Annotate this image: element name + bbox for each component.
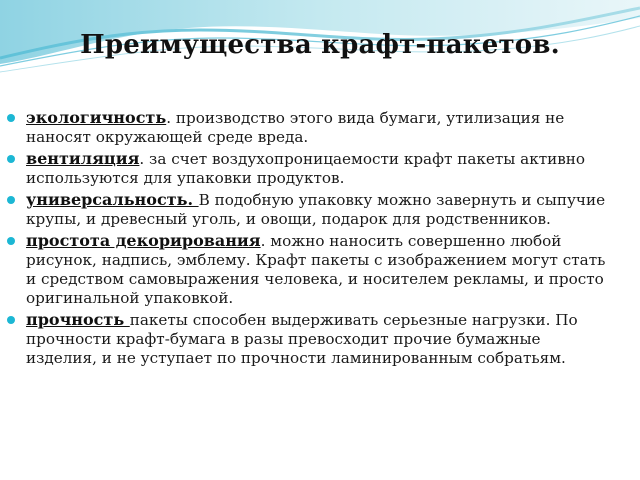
item-text: . можно наносить совершенно любой рисунок, надпись, эмблему. Крафт пакеты с изображением могут стать и средством самовыражения человека, и носителем рекламы, и просто оригинальной упаковкой. [26,232,606,307]
bullet-icon [7,237,15,245]
item-term: вентиляция [26,149,140,168]
list-item-universality [0,190,640,229]
list-item-ventilation [0,149,640,188]
advantages-list [0,108,640,370]
slide-title: Преимущества крафт-пакетов. [80,30,560,60]
list-item-decoration [0,231,640,308]
bullet-icon [7,196,15,204]
bullet-icon [7,155,15,163]
item-text: В подобную упаковку можно завернуть и сыпучие крупы, и древесный уголь, и овощи, подарок для родственников. [26,191,606,228]
item-term: универсальность. [26,190,199,209]
bullet-icon [7,316,15,324]
list-item-strength [0,310,640,368]
item-text: . за счет воздухопроницаемости крафт пакеты активно используются для упаковки продуктов. [26,150,586,187]
bullet-icon [7,114,15,122]
item-text: . производство этого вида бумаги, утилизация не наносят окружающей среде вреда. [26,109,565,146]
item-term: экологичность [26,108,167,127]
item-term: простота декорирования [26,231,261,250]
item-term: прочность [26,310,130,329]
list-item-ecology [0,108,640,147]
item-text: пакеты способен выдерживать серьезные нагрузки. По прочности крафт-бумага в разы превосходит прочие бумажные изделия, и не уступает по прочности ламинированным собратьям. [26,311,578,367]
